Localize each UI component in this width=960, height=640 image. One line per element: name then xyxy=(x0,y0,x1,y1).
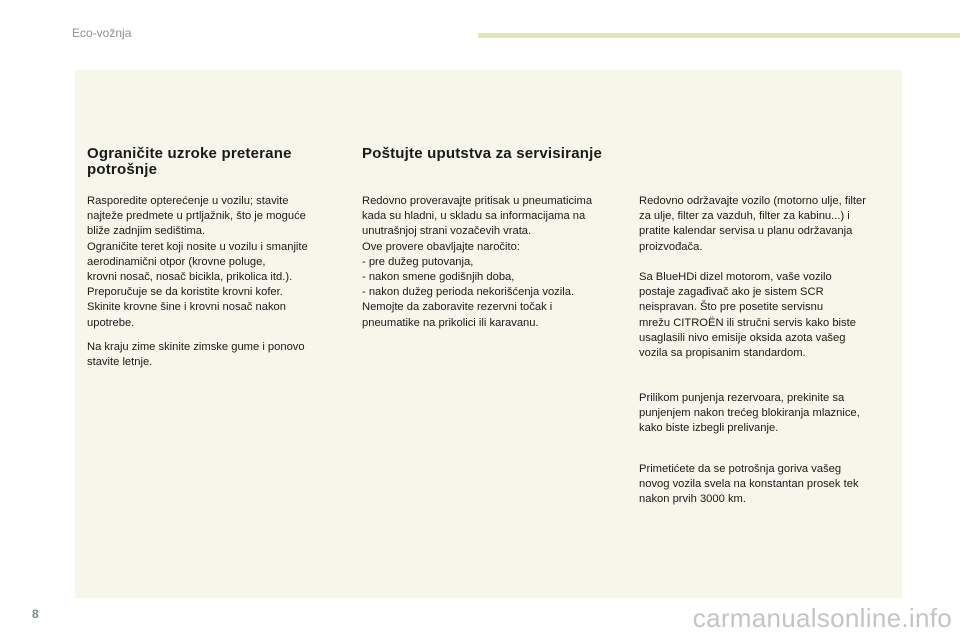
header-accent-bar xyxy=(478,33,960,38)
heading-excess-consumption: Ograničite uzroke preterane potrošnje xyxy=(87,145,292,178)
watermark-text: carmanualsonline.info xyxy=(692,603,952,633)
paragraph-load-distribution: Rasporedite opterećenje u vozilu; stavite najteže predmete u prtljažnik, što je moguće bliže zadnjim sedištima. Ograničite teret koji nosite u vozilu i smanjite aerodinamični otpor (krovne poluge, krovni nosač, nosač bicikla, prikolica itd.). Preporučuje se da koristite krovni kofer. Skinite krovne šine i krovni nosač nakon upotrebe. xyxy=(87,195,308,329)
paragraph-winter-tyres: Na kraju zime skinite zimske gume i ponovo stavite letnje. xyxy=(87,341,305,369)
paragraph-consumption-average: Primetićete da se potrošnja goriva vašeg novog vozila svela na konstantan prosek tek nakon prvih 3000 km. xyxy=(639,463,859,506)
paragraph-tyre-pressure: Redovno proveravajte pritisak u pneumaticima kada su hladni, u skladu sa informacijama na unutrašnjoj strani vozačevih vrata. Ove provere obavljajte naročito: - pre dužeg putovanja, - nakon smene godišnjih doba, - nakon dužeg perioda nekorišćenja vozila. Nemojte da zaboravite rezervni točak i pneumatike na prikolici ili karavanu. xyxy=(362,195,593,329)
heading-service-instructions: Poštujte uputstva za servisiranje xyxy=(362,145,603,162)
paragraph-refuelling: Prilikom punjenja rezervoara, prekinite sa punjenjem nakon trećeg blokiranja mlaznice, kako biste izbegli prelivanje. xyxy=(639,392,860,435)
page-number: 8 xyxy=(32,607,39,621)
paragraph-maintenance: Redovno održavajte vozilo (motorno ulje, filter za ulje, filter za vazduh, filter za kabinu...) i pratite kalendar servisa u planu održavanja proizvođača. xyxy=(639,195,866,253)
section-title: Eco-vožnja xyxy=(72,26,132,40)
paragraph-bluehdi-scr: Sa BlueHDi dizel motorom, vaše vozilo postaje zagađivač ako je sistem SCR neispravan. Što pre posetite servisnu mrežu CITROËN ili stručni servis kako biste usaglasili nivo emisije oksida azota vašeg vozila sa propisanim standardom. xyxy=(639,271,856,360)
